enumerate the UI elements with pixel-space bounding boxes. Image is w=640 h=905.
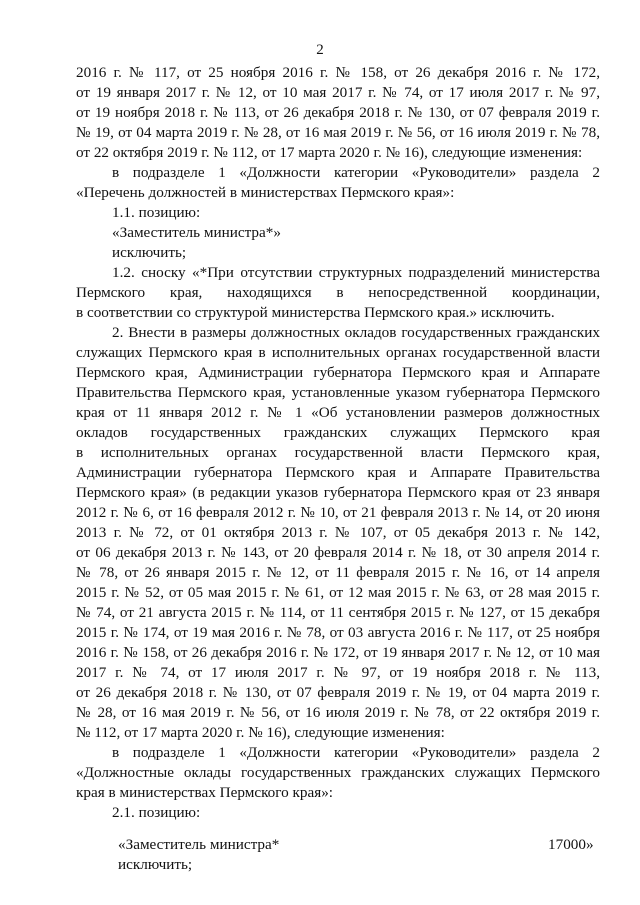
text-line: Пермского края, Администрации губернатора Пермского края и Аппарате — [76, 364, 600, 381]
text-line: в подразделе 1 «Должности категории «Руководители» раздела 2 — [112, 164, 600, 181]
text-line: в исполнительных органах государственной власти Пермского края, — [76, 444, 600, 461]
text-line: 2016 г. № 117, от 25 ноября 2016 г. № 158, от 26 декабря 2016 г. № 172, — [76, 64, 600, 81]
text-line: от 22 октября 2019 г. № 112, от 17 марта 2020 г. № 16), следующие изменения: — [76, 144, 583, 161]
text-line: служащих Пермского края в исполнительных органах государственной власти — [76, 344, 600, 361]
text-line: 1.1. позицию: — [112, 204, 201, 221]
text-line: от 06 декабря 2013 г. № 143, от 20 февраля 2014 г. № 18, от 30 апреля 2014 г. — [76, 544, 600, 561]
position-amount: 17000» — [548, 836, 594, 853]
text-line: 1.2. сноску «*При отсутствии структурных подразделений министерства — [112, 264, 600, 281]
text-line: 2.1. позицию: — [112, 804, 201, 821]
text-line: 2015 г. № 174, от 19 мая 2016 г. № 78, от 03 августа 2016 г. № 117, от 25 ноября — [76, 624, 600, 641]
text-line: в соответствии со структурой министерства Пермского края.» исключить. — [76, 304, 555, 321]
text-line: 2016 г. № 158, от 26 декабря 2016 г. № 172, от 19 января 2017 г. № 12, от 10 мая — [76, 644, 600, 661]
text-line: 2017 г. № 74, от 17 июля 2017 г. № 97, от 19 ноября 2018 г. № 113, — [76, 664, 600, 681]
text-line: от 26 декабря 2018 г. № 130, от 07 февраля 2019 г. № 19, от 04 марта 2019 г. — [76, 684, 600, 701]
text-line: исключить; — [118, 856, 193, 873]
text-line: Правительства Пермского края, установленные указом губернатора Пермского — [76, 384, 600, 401]
text-line: 2012 г. № 6, от 16 февраля 2012 г. № 10, от 21 февраля 2013 г. № 14, от 20 июня — [76, 504, 600, 521]
text-line: № 112, от 17 марта 2020 г. № 16), следующие изменения: — [76, 724, 445, 741]
page-number: 2 — [316, 42, 324, 58]
text-line: края в министерствах Пермского края»: — [76, 784, 334, 801]
text-line: Администрации губернатора Пермского края и Аппарате Правительства — [76, 464, 600, 481]
text-line: Пермского края» (в редакции указов губернатора Пермского края от 23 января — [76, 484, 600, 501]
text-line: края от 11 января 2012 г. № 1 «Об установлении размеров должностных — [76, 404, 600, 421]
text-line: в подразделе 1 «Должности категории «Руководители» раздела 2 — [112, 744, 600, 761]
text-line: № 74, от 21 августа 2015 г. № 114, от 11 сентября 2015 г. № 127, от 15 декабря — [76, 604, 600, 621]
text-line: № 28, от 16 мая 2019 г. № 56, от 16 июля 2019 г. № 78, от 22 октября 2019 г. — [76, 704, 600, 721]
text-line: № 19, от 04 марта 2019 г. № 28, от 16 мая 2019 г. № 56, от 16 июля 2019 г. № 78, — [76, 124, 600, 141]
text-line: исключить; — [112, 244, 187, 261]
text-line: Пермского края, находящихся в непосредственной координации, — [76, 284, 600, 301]
text-line: от 19 января 2017 г. № 12, от 10 мая 2017 г. № 74, от 17 июля 2017 г. № 97, — [76, 84, 600, 101]
text-line: 2015 г. № 52, от 05 мая 2015 г. № 61, от 12 мая 2015 г. № 63, от 28 мая 2015 г. — [76, 584, 600, 601]
text-line: 2. Внести в размеры должностных окладов государственных гражданских — [112, 324, 600, 341]
text-line: «Заместитель министра*» — [112, 224, 281, 241]
position-title: «Заместитель министра* — [118, 836, 280, 853]
text-line: «Перечень должностей в министерствах Пермского края»: — [76, 184, 455, 201]
text-line: № 78, от 26 января 2015 г. № 12, от 11 февраля 2015 г. № 16, от 14 апреля — [76, 564, 600, 581]
text-line: 2013 г. № 72, от 01 октября 2013 г. № 107, от 05 декабря 2013 г. № 142, — [76, 524, 600, 541]
text-line: от 19 ноября 2018 г. № 113, от 26 декабря 2018 г. № 130, от 07 февраля 2019 г. — [76, 104, 600, 121]
text-line: «Должностные оклады государственных гражданских служащих Пермского — [76, 764, 600, 781]
text-line: окладов государственных гражданских служащих Пермского края — [76, 424, 600, 441]
